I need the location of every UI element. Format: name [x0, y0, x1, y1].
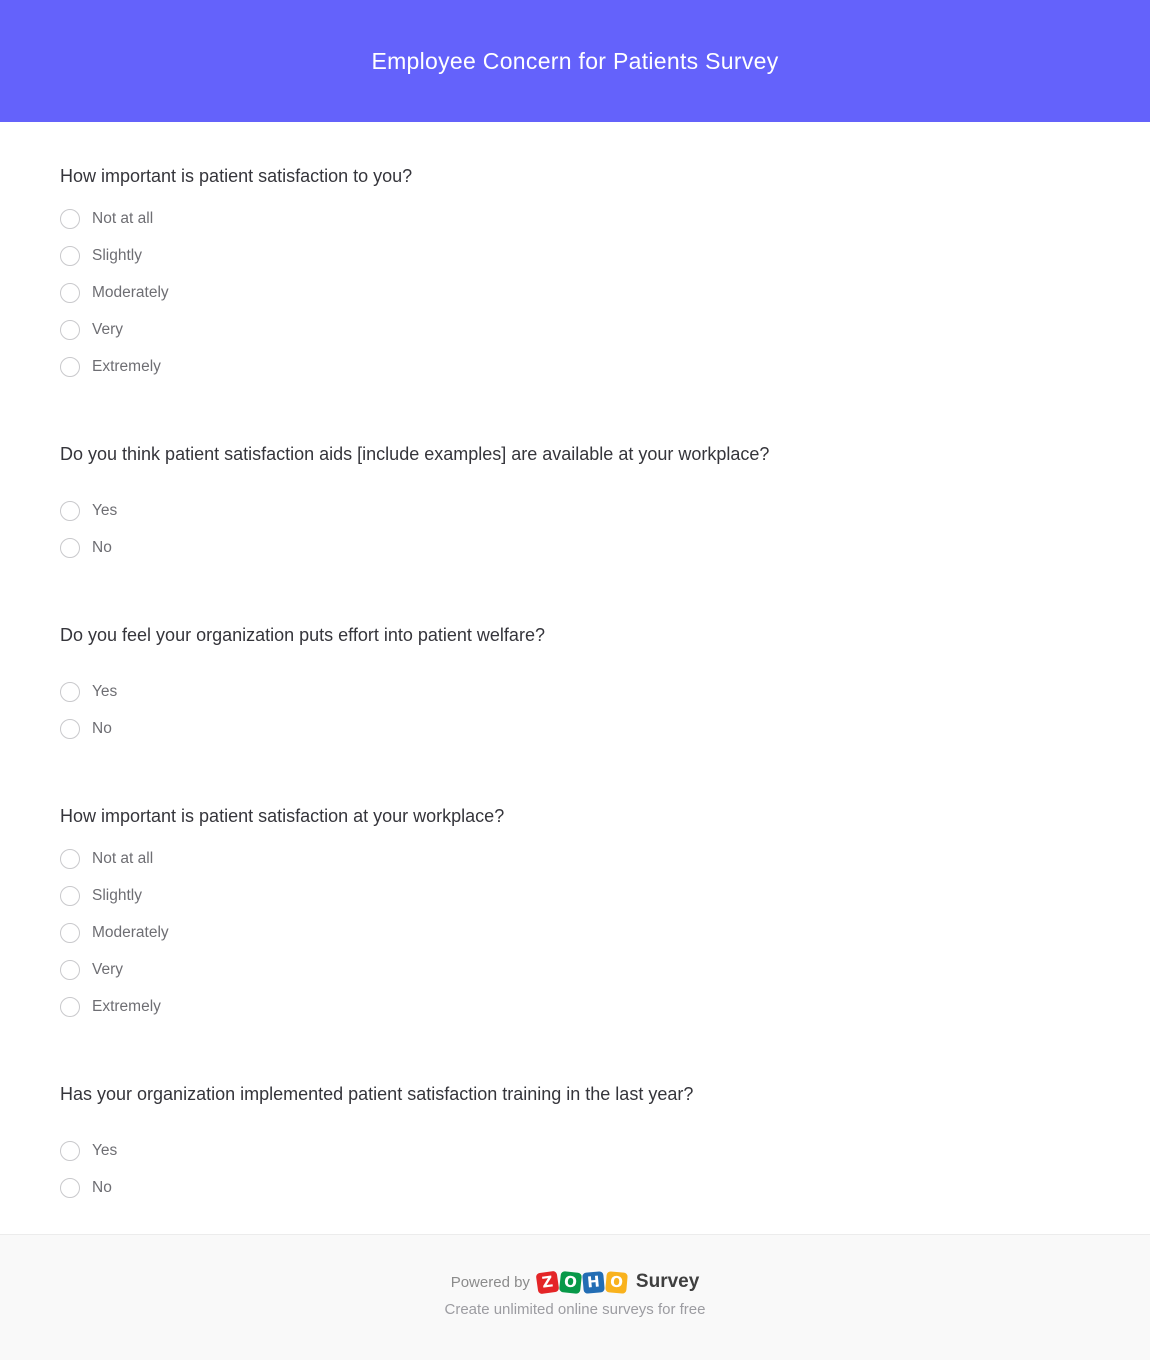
- radio-button-icon[interactable]: [60, 886, 80, 906]
- radio-group: [60, 1132, 1090, 1206]
- zoho-logo-letter-o2: O: [605, 1271, 628, 1294]
- create-surveys-link[interactable]: Create unlimited online surveys for free: [444, 1301, 706, 1318]
- radio-button-icon[interactable]: [60, 719, 80, 739]
- radio-button-icon[interactable]: [60, 209, 80, 229]
- zoho-logo: [537, 1272, 627, 1293]
- radio-option-label[interactable]: No: [92, 1178, 112, 1196]
- radio-button-icon[interactable]: [60, 357, 80, 377]
- radio-option-label[interactable]: No: [92, 538, 112, 556]
- radio-button-icon[interactable]: [60, 1141, 80, 1161]
- radio-button-icon[interactable]: [60, 923, 80, 943]
- radio-option[interactable]: [60, 529, 1090, 566]
- question-block-5: [60, 1082, 1090, 1206]
- radio-option-label[interactable]: Very: [92, 320, 124, 338]
- radio-group: [60, 492, 1090, 566]
- radio-option[interactable]: [60, 1132, 1090, 1169]
- radio-option[interactable]: [60, 877, 1090, 914]
- radio-option-label[interactable]: Slightly: [92, 246, 142, 264]
- radio-button-icon[interactable]: [60, 246, 80, 266]
- footer: [0, 1234, 1150, 1360]
- radio-option[interactable]: [60, 951, 1090, 988]
- radio-button-icon[interactable]: [60, 682, 80, 702]
- brand-survey-text: Survey: [635, 1271, 700, 1292]
- survey-header: [0, 0, 1150, 122]
- question-text: How important is patient satisfaction at your workplace?: [60, 806, 505, 826]
- question-text: Has your organization implemented patient satisfaction training in the last year?: [60, 1084, 694, 1104]
- radio-option[interactable]: [60, 492, 1090, 529]
- radio-option[interactable]: [60, 1169, 1090, 1206]
- radio-button-icon[interactable]: [60, 960, 80, 980]
- radio-option-label[interactable]: Moderately: [92, 283, 169, 301]
- radio-option[interactable]: [60, 914, 1090, 951]
- question-block-2: [60, 442, 1090, 566]
- question-block-3: [60, 623, 1090, 747]
- radio-option-label[interactable]: Extremely: [92, 997, 161, 1015]
- radio-option-label[interactable]: Slightly: [92, 886, 142, 904]
- radio-option[interactable]: [60, 840, 1090, 877]
- radio-option-label[interactable]: Not at all: [92, 209, 154, 227]
- question-text: How important is patient satisfaction to you?: [60, 166, 413, 186]
- radio-option-label[interactable]: No: [92, 719, 112, 737]
- question-block-4: [60, 804, 1090, 1025]
- survey-body: [0, 122, 1150, 1234]
- radio-button-icon[interactable]: [60, 283, 80, 303]
- radio-option-label[interactable]: Not at all: [92, 849, 154, 867]
- radio-option[interactable]: [60, 200, 1090, 237]
- question-block-1: [60, 164, 1090, 385]
- radio-option-label[interactable]: Very: [92, 960, 124, 978]
- radio-button-icon[interactable]: [60, 501, 80, 521]
- radio-option[interactable]: [60, 311, 1090, 348]
- radio-option-label[interactable]: Yes: [92, 501, 118, 519]
- radio-option[interactable]: [60, 988, 1090, 1025]
- survey-title: Employee Concern for Patients Survey: [371, 47, 779, 74]
- zoho-logo-letter-o1: O: [559, 1270, 582, 1293]
- question-text: Do you feel your organization puts effort into patient welfare?: [60, 625, 545, 645]
- radio-option[interactable]: [60, 274, 1090, 311]
- radio-option-label[interactable]: Moderately: [92, 923, 169, 941]
- question-text: Do you think patient satisfaction aids [include examples] are available at your workplace?: [60, 444, 770, 464]
- zoho-logo-letter-z: Z: [536, 1270, 560, 1294]
- radio-group: [60, 673, 1090, 747]
- radio-option-label[interactable]: Yes: [92, 1141, 118, 1159]
- powered-by-link[interactable]: [451, 1271, 700, 1293]
- radio-group: [60, 840, 1090, 1025]
- radio-option[interactable]: [60, 348, 1090, 385]
- zoho-logo-letter-h: H: [582, 1271, 605, 1294]
- radio-option-label[interactable]: Extremely: [92, 357, 161, 375]
- radio-button-icon[interactable]: [60, 320, 80, 340]
- radio-group: [60, 200, 1090, 385]
- radio-button-icon[interactable]: [60, 849, 80, 869]
- radio-button-icon[interactable]: [60, 1178, 80, 1198]
- radio-option[interactable]: [60, 673, 1090, 710]
- radio-button-icon[interactable]: [60, 538, 80, 558]
- radio-option[interactable]: [60, 237, 1090, 274]
- powered-by-text: Powered by: [450, 1273, 530, 1291]
- radio-option-label[interactable]: Yes: [92, 682, 118, 700]
- radio-button-icon[interactable]: [60, 997, 80, 1017]
- radio-option[interactable]: [60, 710, 1090, 747]
